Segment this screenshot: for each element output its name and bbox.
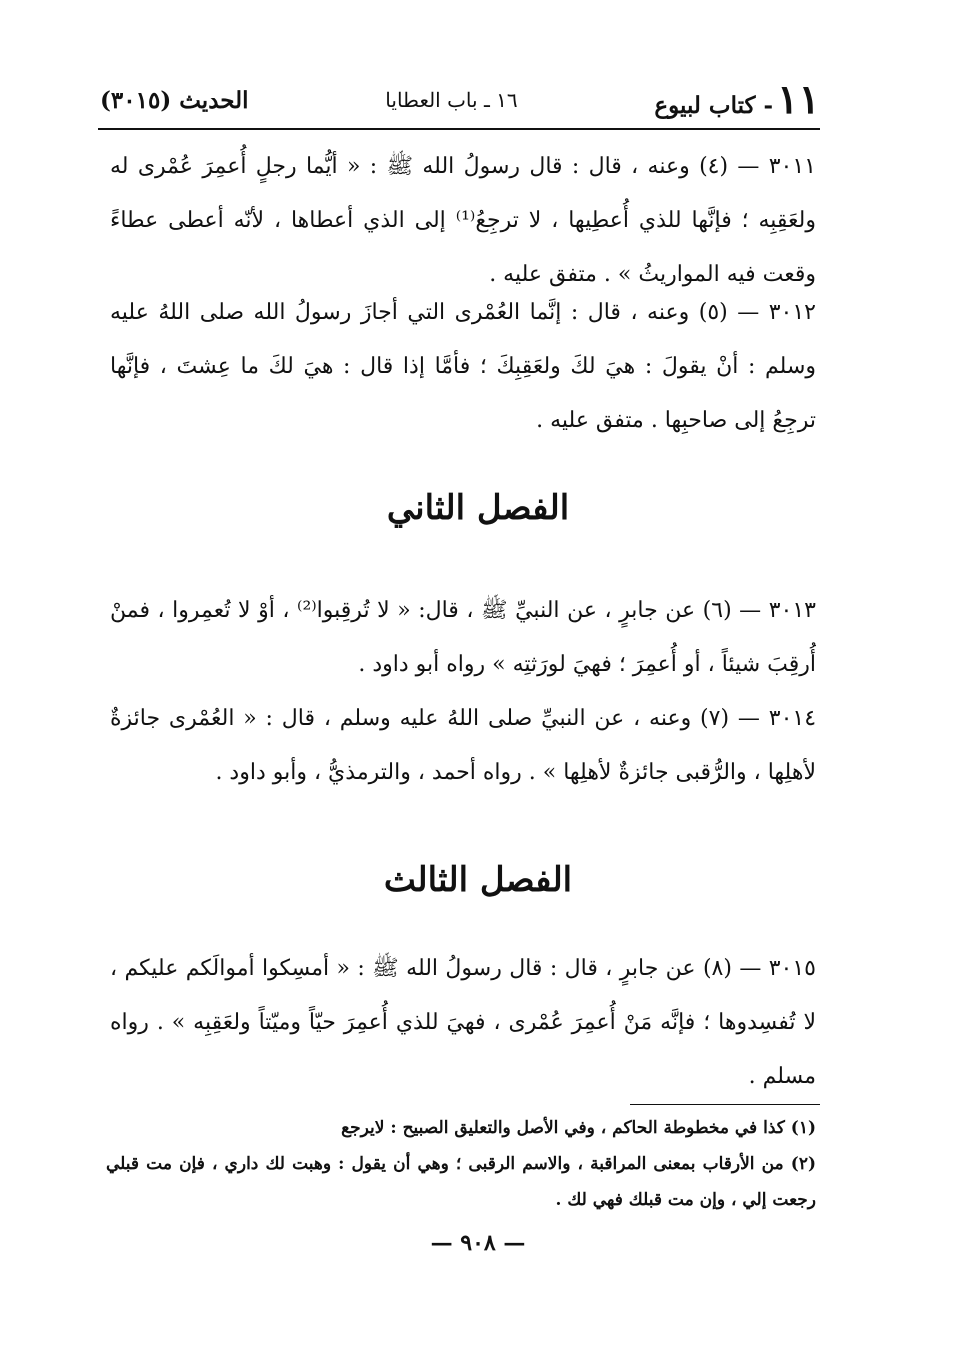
- section-heading-second: الفصل الثاني: [386, 488, 570, 528]
- chapter-title: ١٦ ـ باب العطايا: [385, 88, 518, 112]
- hadith-range: الحديث (٣٠١٥): [100, 86, 249, 114]
- book-label: [654, 76, 820, 123]
- section-heading-third: الفصل الثالث: [383, 860, 573, 900]
- hadith-3015: ٣٠١٥ — (٨) عن جابرٍ ، قال : قال رسولُ الله ﷺ : « أمسِكوا أموالَكم عليكم ، لا تُفسِدوها ؛ فإنَّه مَنْ أُعمِرَ عُمْرى ، فهيَ للذي أُعمِرَ حيّاً وميّتاً ولعَقِبِه » . رواه مسلم .: [110, 956, 816, 1089]
- running-header: [100, 78, 820, 122]
- hadith-3013: ٣٠١٣ — (٦) عن جابرٍ ، عن النبيِّ ﷺ ، قال: « لا تُرقِبوا⁽²⁾ ، أوْ لا تُعمِروا ، فمنْ أُرقِبَ شيئاً ، أو أُعمِرَ ؛ فهيَ لورَثتِه » رواه أبو داود .: [110, 598, 816, 677]
- hadith-3012: ٣٠١٢ — (٥) وعنه ، قال : إنَّما العُمْرى التي أجازَ رسولُ الله صلى اللهُ عليه وسلم : أنْ يقولَ : هيَ لكَ ولعَقِبِكَ ؛ فأمَّا إذا قال : هيَ لكَ ما عِشتَ ، فإنَّها ترجِعُ إلى صاحبِها . متفق عليه .: [110, 300, 816, 433]
- hadith-3011: ٣٠١١ — (٤) وعنه ، قال : قال رسولُ الله ﷺ : « أيُّما رجلٍ أُعمِرَ عُمْرى له ولعَقِبِه ؛ فإنَّها للذي أُعطِيها ، لا ترجِعُ⁽¹⁾ إلى الذي أعطاها ، لأنّه أعطى عطاءً وقعت فيه المواريثُ » . متفق عليه .: [110, 154, 816, 287]
- footnote-rule: [630, 1104, 820, 1105]
- footnotes: [106, 1110, 816, 1218]
- page-number: — ٩٠٨ —: [430, 1230, 526, 1256]
- header-rule: [98, 128, 820, 130]
- hadith-3014: ٣٠١٤ — (٧) وعنه ، عن النبيِّ صلى اللهُ عليه وسلم ، قال : « العُمْرى جائزةٌ لأهلِها ، والرُّقبى جائزةٌ لأهلِها » . رواه أحمد ، والترمذيُّ ، وأبو داود .: [110, 706, 817, 785]
- footnote-2: (٢) من الأرقاب بمعنى المراقبة ، والاسم الرقبى ؛ وهي أن يقول : وهبت لك داري ، فإن مت قبلي رجعت إلي ، وإن مت قبلك فهي لك .: [106, 1154, 816, 1210]
- book-title: - كتاب لبيوع: [654, 92, 774, 119]
- book-number: ١١: [777, 76, 820, 123]
- footnote-1: (١) كذا في مخطوطة الحاكم ، وفي الأصل والتعليق الصبيح : لايرجع: [341, 1118, 816, 1138]
